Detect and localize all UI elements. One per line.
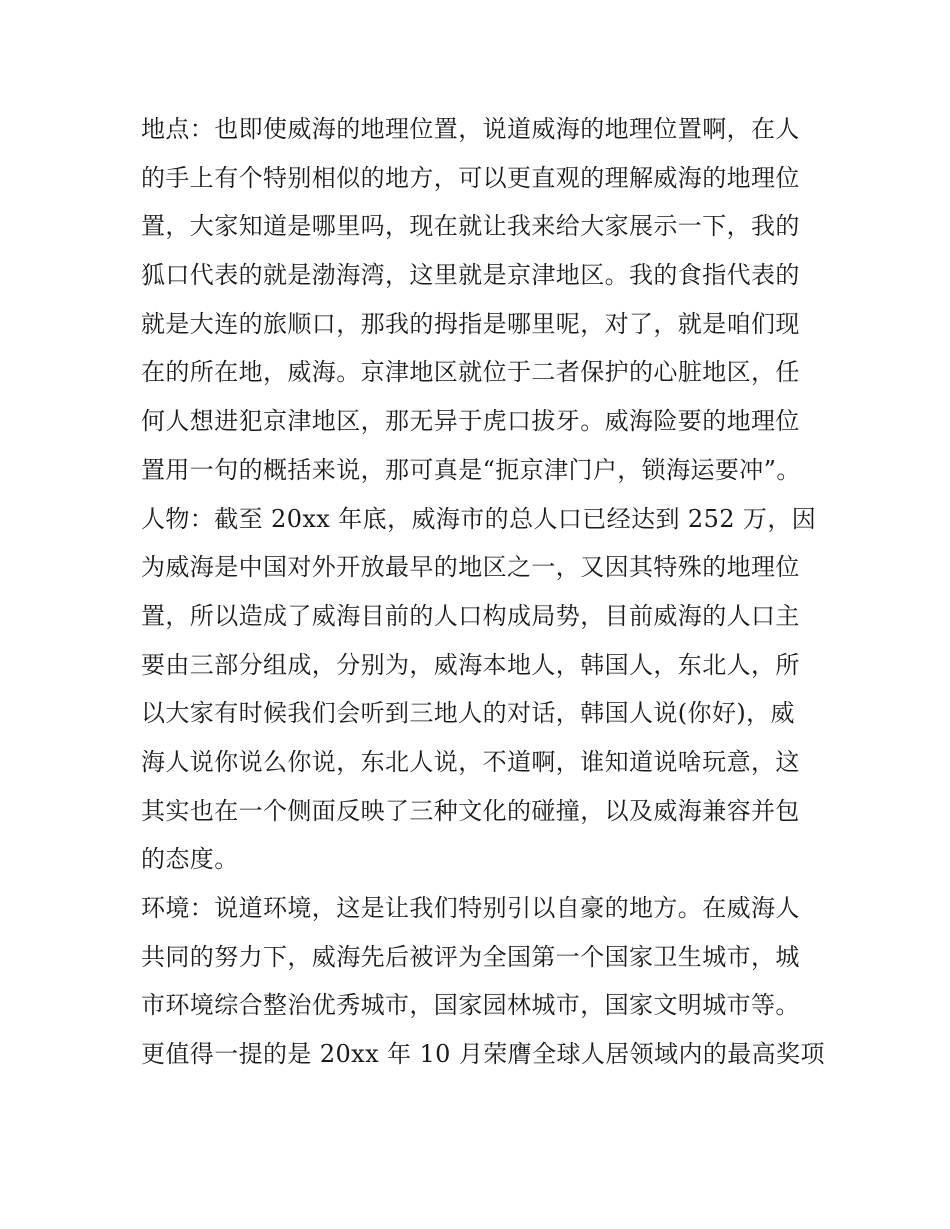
- text-line: 共同的努力下，威海先后被评为全国第一个国家卫生城市，城: [141, 942, 800, 971]
- text-line: 狐口代表的就是渤海湾，这里就是京津地区。我的食指代表的: [141, 261, 800, 290]
- text-line: 环境：说道环境，这是让我们特别引以自豪的地方。在威海人: [141, 894, 800, 922]
- body-text: [141, 105, 825, 1079]
- text-line: 置，大家知道是哪里吗，现在就让我来给大家展示一下，我的: [141, 212, 800, 241]
- text-line: 何人想进犯京津地区，那无异于虎口拔牙。威海险要的地理位: [141, 407, 800, 436]
- text-line: 地点：也即使威海的地理位置，说道威海的地理位置啊，在人: [141, 115, 800, 143]
- text-line: 要由三部分组成，分别为，威海本地人，韩国人，东北人，所: [141, 650, 800, 679]
- text-line: 置，所以造成了威海目前的人口构成局势，目前威海的人口主: [141, 601, 800, 630]
- text-line: 更值得一提的是 20xx 年 10 月荣膺全球人居领域内的最高奖项: [141, 1040, 825, 1069]
- text-line: 市环境综合整治优秀城市，国家园林城市，国家文明城市等。: [141, 991, 800, 1020]
- text-line: 其实也在一个侧面反映了三种文化的碰撞，以及威海兼容并包: [141, 796, 800, 825]
- text-line: 的态度。: [141, 845, 239, 874]
- text-line: 海人说你说么你说，东北人说，不道啊，谁知道说啥玩意，这: [141, 747, 800, 776]
- text-line: 为威海是中国对外开放最早的地区之一，又因其特殊的地理位: [141, 553, 800, 582]
- text-line: 在的所在地，威海。京津地区就位于二者保护的心脏地区，任: [141, 358, 800, 387]
- text-line: 人物：截至 20xx 年底，威海市的总人口已经达到 252 万，因: [141, 504, 817, 533]
- text-line: 的手上有个特别相似的地方，可以更直观的理解威海的地理位: [141, 163, 800, 192]
- text-line: 以大家有时候我们会听到三地人的对话，韩国人说(你好)，威: [141, 699, 795, 728]
- text-line: 就是大连的旅顺口，那我的拇指是哪里呢，对了，就是咱们现: [141, 309, 800, 338]
- text-line: 置用一句的概括来说，那可真是“扼京津门户，锁海运要冲”。: [141, 455, 801, 484]
